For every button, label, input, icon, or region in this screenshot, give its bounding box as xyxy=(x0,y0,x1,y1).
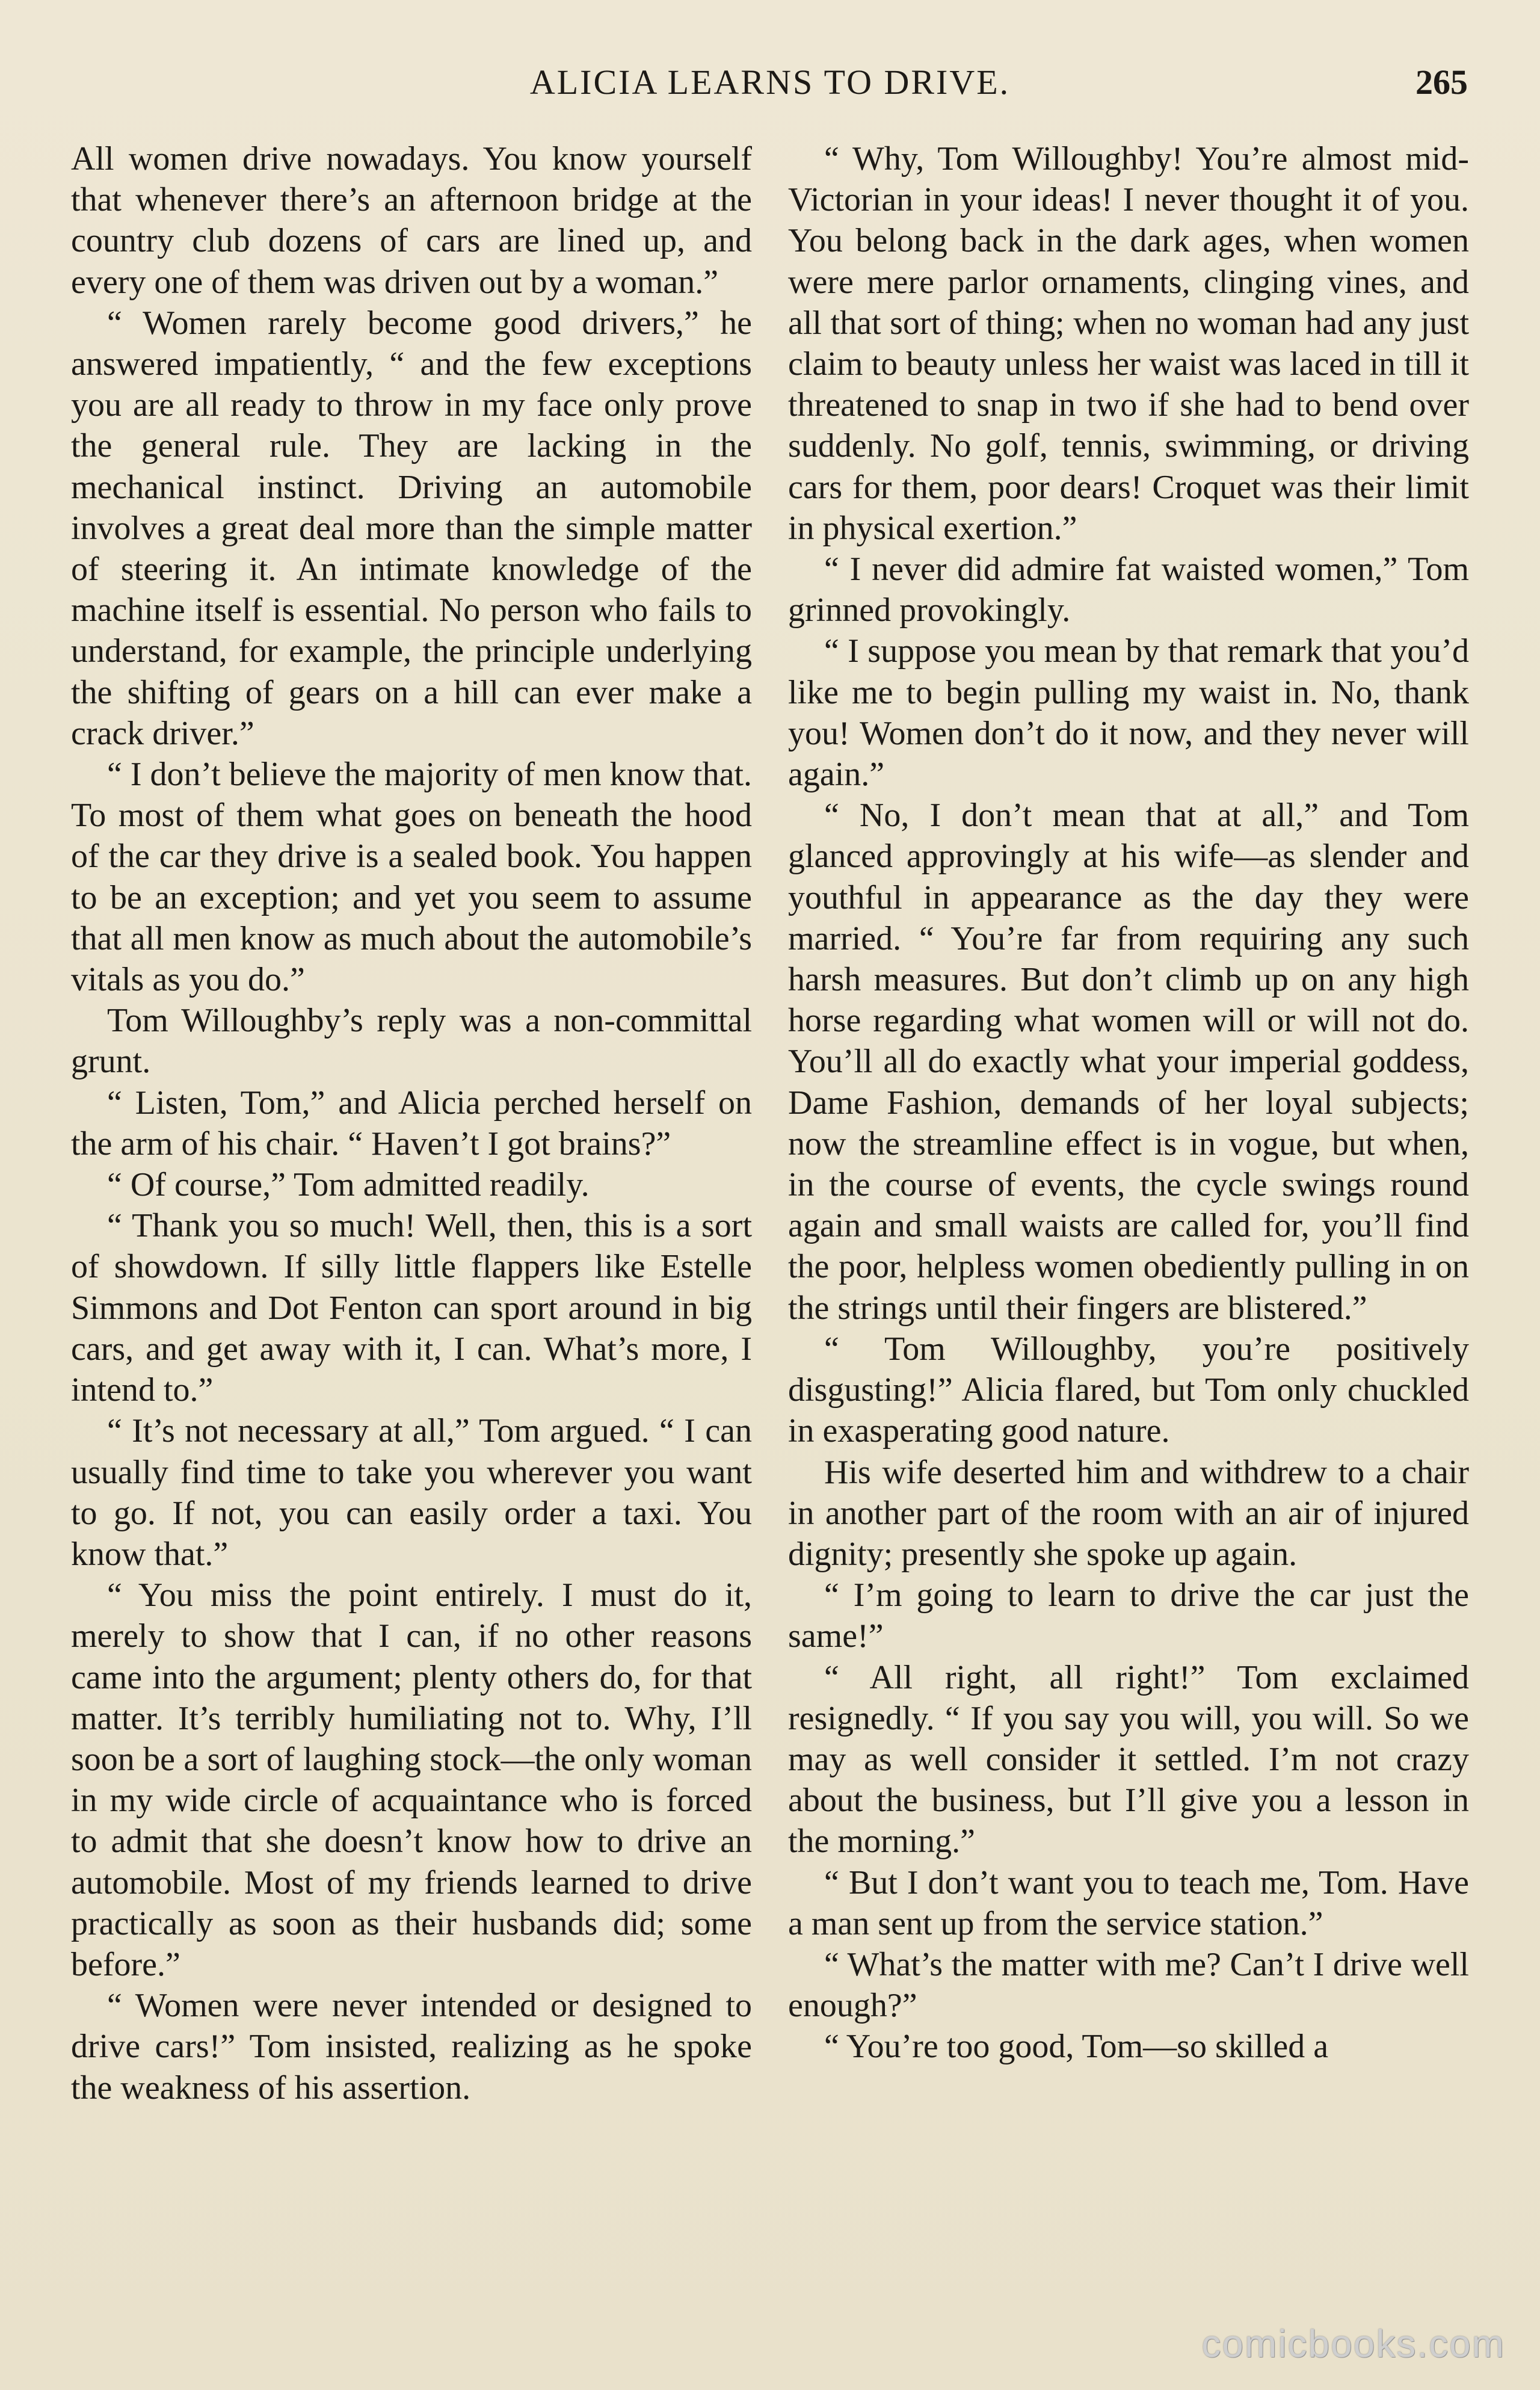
paragraph: “ What’s the matter with me? Can’t I drive well enough?” xyxy=(788,1945,1469,2025)
paragraph: “ I suppose you mean by that remark that you’d like me to begin pulling my waist in. No, thank you! Women don’t do it now, and they never will again.” xyxy=(788,632,1469,794)
page-header xyxy=(72,55,1468,110)
paragraph: “ I never did admire fat waisted women,” Tom grinned provokingly. xyxy=(788,551,1469,629)
left-column xyxy=(71,138,752,2305)
paragraph: “ I don’t believe the majority of men know that. To most of them what goes on beneath the hood of the car they drive is a sealed book. You happen to be an exception; and yet you seem to assume that all men know as much about the automobile’s vitals as you do.” xyxy=(71,756,752,999)
watermark-logo: comicbooks.com xyxy=(1201,2322,1505,2365)
right-column xyxy=(788,138,1469,2305)
paragraph: “ It’s not necessary at all,” Tom argued. “ I can usually find time to take you wherever you want to go. If not, you can easily order a taxi. You know that.” xyxy=(71,1412,752,1573)
paragraph: “ You miss the point entirely. I must do it, merely to show that I can, if no other reasons came into the argument; plenty others do, for that matter. It’s terribly humiliating not to. Why, I’ll soon be a sort of laughing stock—the only woman in my wide circle of acquaintance who is forced to admit that she doesn’t know how to drive an automobile. Most of my friends learned to drive practically as soon as their husbands did; some before.” xyxy=(71,1576,752,1983)
paragraph: His wife deserted him and withdrew to a chair in another part of the room with an air of injured dignity; presently she spoke up again. xyxy=(788,1453,1469,1573)
paragraph: “ But I don’t want you to teach me, Tom. Have a man sent up from the service station.” xyxy=(788,1864,1469,1942)
paragraph: “ Women were never intended or designed to drive cars!” Tom insisted, realizing as he spoke the weakness of his assertion. xyxy=(71,1987,752,2107)
running-title: ALICIA LEARNS TO DRIVE. xyxy=(529,63,1011,102)
paragraph: “ Listen, Tom,” and Alicia perched herself on the arm of his chair. “ Haven’t I got brains?” xyxy=(71,1084,752,1163)
paragraph: Tom Willoughby’s reply was a non-committal grunt. xyxy=(71,1002,752,1081)
paragraph: All women drive nowadays. You know yourself that whenever there’s an afternoon bridge at the country club dozens of cars are lined up, and every one of them was driven out by a woman.” xyxy=(71,140,752,301)
paragraph: “ I’m going to learn to drive the car just the same!” xyxy=(788,1576,1469,1655)
paragraph: “ No, I don’t mean that at all,” and Tom glanced approvingly at his wife—as slender and youthful in appearance as the day they were married. “ You’re far from requiring any such harsh measures. But don’t climb up on any high horse regarding what women will or will not do. You’ll all do exactly what your imperial goddess, Dame Fashion, demands of her loyal subjects; now the streamline effect is in vogue, but when, in the course of events, the cycle swings round again and small waists are called for, you’ll find the poor, helpless women obediently pulling in on the strings until their fingers are blistered.” xyxy=(788,797,1469,1327)
paragraph: “ You’re too good, Tom—so skilled a xyxy=(824,2028,1329,2066)
paragraph: “ Women rarely become good drivers,” he answered impatiently, “ and the few exceptions you are all ready to throw in my face only prove the general rule. They are lacking in the mechanical instinct. Driving an automobile involves a great deal more than the simple matter of steering it. An intimate knowledge of the machine itself is essential. No person who fails to understand, for example, the principle underlying the shifting of gears on a hill can ever make a crack driver.” xyxy=(71,304,752,752)
paragraph: “ Tom Willoughby, you’re positively disgusting!” Alicia flared, but Tom only chuckled in exasperating good nature. xyxy=(788,1330,1469,1450)
paragraph: “ Thank you so much! Well, then, this is a sort of showdown. If silly little flappers like Estelle Simmons and Dot Fenton can sport around in big cars, and get away with it, I can. What’s more, I intend to.” xyxy=(71,1207,752,1409)
paragraph: “ Of course,” Tom admitted readily. xyxy=(107,1166,590,1204)
page-number: 265 xyxy=(1415,63,1468,102)
paragraph: “ All right, all right!” Tom exclaimed resignedly. “ If you say you will, you will. So we may as well consider it settled. I’m not crazy about the business, but I’ll give you a lesson in the morning.” xyxy=(788,1658,1469,1860)
paragraph: “ Why, Tom Willoughby! You’re almost mid-Victorian in your ideas! I never thought it of you. You belong back in the dark ages, when women were mere parlor ornaments, clinging vines, and all that sort of thing; when no woman had any just claim to beauty unless her waist was laced in till it threatened to snap in two if she had to bend over suddenly. No golf, tennis, swimming, or driving cars for them, poor dears! Croquet was their limit in physical exertion.” xyxy=(788,140,1469,547)
